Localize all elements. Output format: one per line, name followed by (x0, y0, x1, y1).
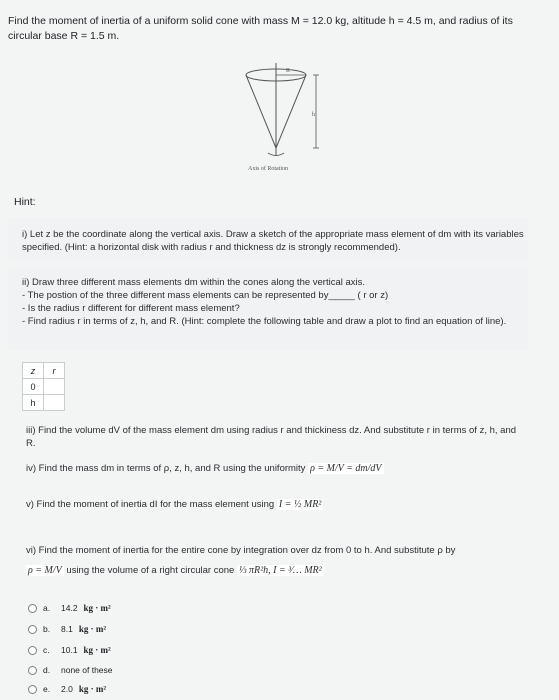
step-v-row (26, 498, 526, 511)
uniformity-formula: ρ = M/V = dm/dV (310, 463, 382, 474)
z-r-table (22, 362, 65, 411)
step-vi: vi) Find the moment of inertia for the entire cone by integration over dz from 0 to h. And substitute ρ by (26, 545, 456, 556)
step-vi-row (26, 564, 526, 577)
figure-label-r: R (286, 68, 291, 74)
option-a[interactable] (28, 603, 111, 613)
option-letter: a. (43, 603, 51, 613)
step-v: v) Find the moment of inertia dI for the mass element using (26, 499, 275, 510)
hint-label: Hint: (14, 196, 36, 208)
radio-icon[interactable] (28, 646, 37, 655)
step-ii-4: - Find radius r in terms of z, h, and R. (Hint: complete the following table and draw a plot to find an equation of line). (22, 316, 507, 327)
step-iv: iv) Find the mass dm in terms of ρ, z, h, and R using the uniformity (26, 463, 306, 474)
option-unit: kg · m² (78, 684, 107, 694)
option-letter: c. (43, 645, 50, 655)
figure-label-h: h (312, 112, 315, 118)
option-value: 8.1 (61, 624, 73, 634)
option-value: 14.2 (61, 603, 78, 613)
option-unit: kg · m² (83, 645, 111, 655)
table-cell[interactable] (44, 395, 65, 411)
option-value: none of these (61, 665, 113, 675)
table-cell: 0 (23, 379, 44, 395)
table-header-z: z (23, 363, 44, 379)
step-ii-2: - The postion of the three different mass elements can be represented by_____ ( r or z) (22, 290, 389, 301)
step-ii-1: ii) Draw three different mass elements dm within the cones along the vertical axis. (22, 277, 366, 288)
table-cell: h (23, 395, 44, 411)
option-letter: d. (43, 665, 51, 675)
option-b[interactable] (28, 624, 106, 634)
cone-diagram (228, 60, 338, 180)
density-formula: ρ = M/V (28, 565, 62, 576)
step-i: i) Let z be the coordinate along the vertical axis. Draw a sketch of the appropriate mass element of dm with its variables specified. (Hint: a horizontal disk with radius r and thickness dz is strongly recommended). (22, 229, 524, 253)
option-unit: kg · m² (78, 624, 107, 634)
option-value: 2.0 (61, 684, 73, 694)
step-iv-row (26, 462, 526, 475)
table-header-r: r (44, 363, 65, 379)
step-iii: iii) Find the volume dV of the mass element dm using radius r and thickiness dz. And substitute r in terms of z, h, and R. (26, 425, 517, 449)
radio-icon[interactable] (28, 625, 37, 634)
option-letter: b. (43, 624, 51, 634)
option-d[interactable] (28, 665, 113, 675)
question-text: Find the moment of inertia of a uniform solid cone with mass M = 12.0 kg, altitude h = 4.5 m, and radius of its circular base R = 1.5 m. (8, 15, 513, 42)
option-unit: kg · m² (83, 603, 111, 613)
cone-volume-formula: ⅓ πR²h, I = ³⁄… MR² (238, 565, 322, 576)
radio-icon[interactable] (28, 685, 37, 694)
radio-icon[interactable] (28, 604, 37, 613)
option-letter: e. (43, 684, 51, 694)
option-value: 10.1 (61, 645, 78, 655)
radio-icon[interactable] (28, 666, 37, 675)
step-ii-3: - Is the radius r different for different mass element? (22, 303, 240, 314)
disk-inertia-formula: I = ½ MR² (278, 499, 322, 510)
figure-caption: Axis of Rotation (248, 166, 288, 172)
option-c[interactable] (28, 645, 111, 655)
table-cell[interactable] (44, 379, 65, 395)
option-e[interactable] (28, 684, 106, 694)
step-vi-text: using the volume of a right circular cone (66, 565, 235, 576)
cone-figure (228, 60, 338, 180)
